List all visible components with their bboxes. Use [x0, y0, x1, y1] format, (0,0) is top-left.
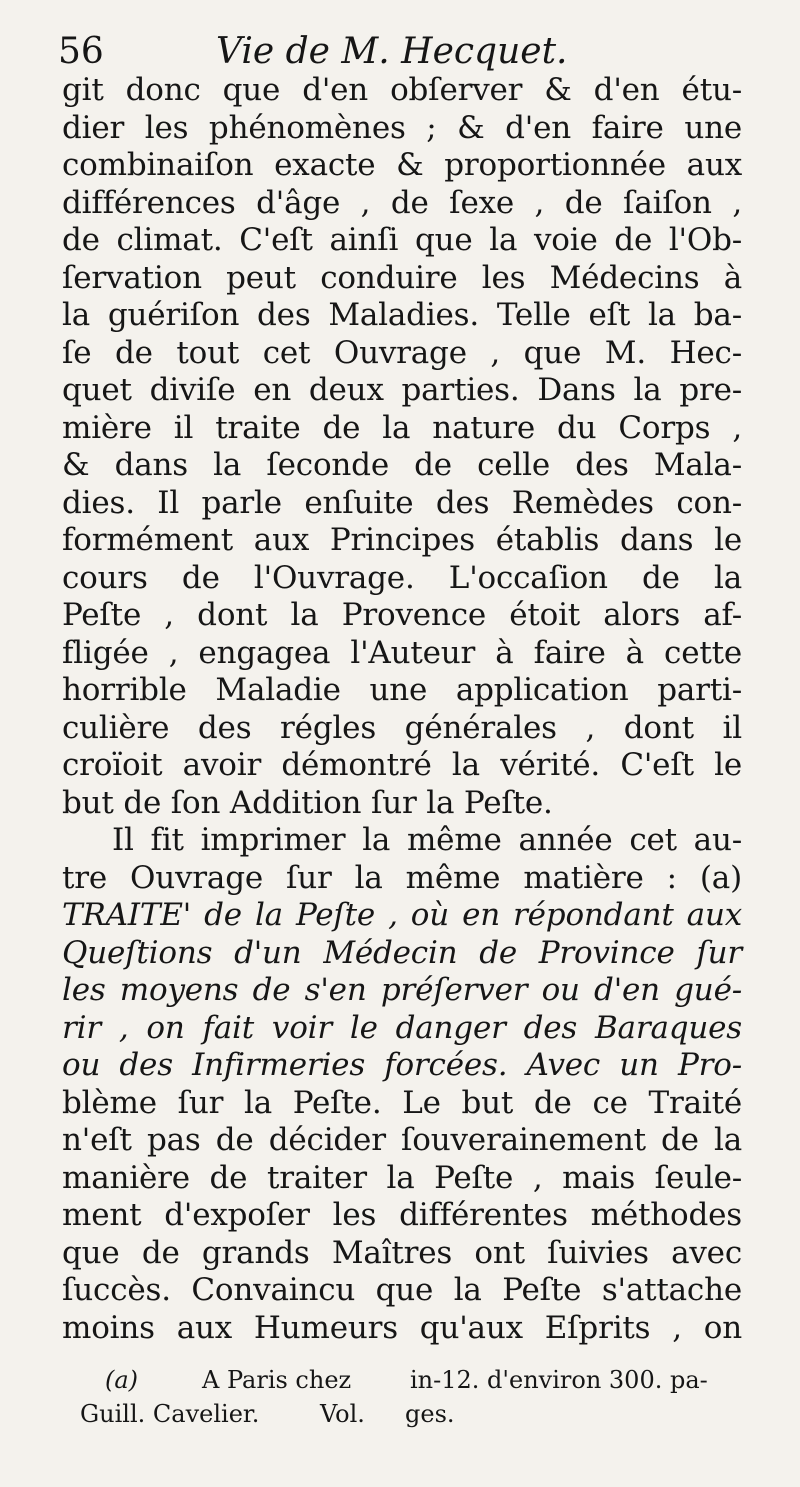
text-line: TRAITE' de la Peſte , où en répondant aux: [62, 897, 742, 933]
text-line: fligée , engagea l'Auteur à faire à cette: [62, 634, 742, 671]
body-text: [62, 72, 742, 1347]
text-line: Il fit imprimer la même année cet au-: [112, 822, 742, 858]
text-line: rir , on fait voir le danger des Baraques: [62, 1009, 742, 1046]
text-line: git donc que d'en obſerver & d'en étu-: [62, 72, 742, 108]
footnote-format: in-12. d'environ 300. pa-: [410, 1366, 708, 1394]
text-line: cours de l'Ouvrage. L'occaſion de la: [62, 559, 742, 596]
footnote-line: [80, 1363, 750, 1397]
text-line: blème ſur la Peſte. Le but de ce Traité: [62, 1084, 742, 1121]
text-line: horrible Maladie une application parti-: [62, 672, 742, 708]
text-line: ment d'expoſer les différentes méthodes: [62, 1197, 742, 1233]
text-line: ſe de tout cet Ouvrage , que M. Hec-: [62, 334, 742, 371]
text-line: la guériſon des Maladies. Telle eſt la ba-: [62, 297, 742, 333]
footnote-publisher: Guill. Cavelier.: [80, 1400, 260, 1428]
text-line: tre Ouvrage ſur la même matière : (a): [62, 859, 742, 896]
text-line: mière il traite de la nature du Corps ,: [62, 409, 742, 446]
text-line: ou des Infirmeries forcées. Avec un Pro-: [62, 1047, 742, 1083]
text-line: moins aux Humeurs qu'aux Eſprits , on: [62, 1309, 742, 1346]
text-line: dies. Il parle enſuite des Remèdes con-: [62, 484, 742, 521]
footnote-line: [80, 1397, 750, 1431]
text-line: manière de traiter la Peſte , mais ſeule-: [62, 1159, 742, 1196]
footnote-pages-end: ges.: [405, 1400, 455, 1428]
footnote-marker: (a): [105, 1366, 139, 1394]
text-line: ſuccès. Convaincu que la Peſte s'attache: [62, 1272, 742, 1308]
text-line: & dans la ſeconde de celle des Mala-: [62, 447, 742, 483]
text-line: ſervation peut conduire les Médecins à: [62, 259, 742, 296]
text-line: but de ſon Addition ſur la Peſte.: [62, 784, 553, 821]
text-line: Queſtions d'un Médecin de Province ſur: [62, 934, 742, 971]
page-header: [58, 30, 758, 74]
text-line: culière des régles générales , dont il: [62, 709, 742, 746]
text-line: les moyens de s'en préſerver ou d'en gué-: [62, 972, 742, 1008]
footnote: [80, 1363, 750, 1431]
text-line: combinaiſon exacte & proportionnée aux: [62, 147, 742, 183]
text-line: quet diviſe en deux parties. Dans la pre-: [62, 372, 742, 408]
text-line: Peſte , dont la Provence étoit alors af-: [62, 597, 742, 633]
text-line: formément aux Principes établis dans le: [62, 522, 742, 558]
footnote-volume: Vol.: [320, 1400, 365, 1428]
text-line: n'eſt pas de décider ſouverainement de la: [62, 1122, 742, 1158]
page-number: 56: [58, 31, 104, 72]
text-line: différences d'âge , de ſexe , de ſaiſon ,: [62, 184, 742, 221]
footnote-place: A Paris chez: [202, 1366, 352, 1394]
text-line: croïoit avoir démontré la vérité. C'eſt le: [62, 747, 742, 783]
running-head: Vie de M. Hecquet.: [216, 31, 568, 72]
text-line: dier les phénomènes ; & d'en faire une: [62, 109, 742, 146]
text-line: que de grands Maîtres ont ſuivies avec: [62, 1234, 742, 1271]
text-line: de climat. C'eſt ainſi que la voie de l'Ob-: [62, 222, 742, 258]
